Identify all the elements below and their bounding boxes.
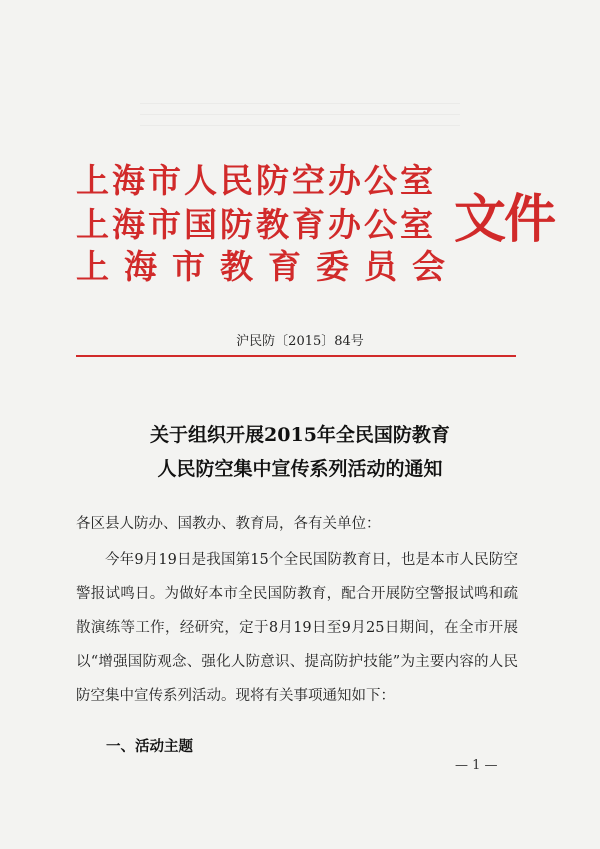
- issuer-line-1: 上海市人民防空办公室: [76, 161, 436, 200]
- title-line-2: 人民防空集中宣传系列活动的通知: [157, 458, 443, 480]
- page-number: — 1 —: [455, 758, 498, 773]
- issuer-line-3: 上海市教育委员会: [76, 247, 460, 286]
- addressee: 各区县人防办、国教办、教育局，各有关单位：: [76, 516, 381, 532]
- section-heading: 一、活动主题: [106, 738, 193, 755]
- title-line-1: 关于组织开展2015年全民国防教育: [150, 424, 450, 446]
- document-type-label: 文件: [454, 189, 555, 250]
- document-number: 沪民防〔2015〕84号: [236, 334, 364, 349]
- bleed-through-texture: [140, 96, 460, 136]
- red-divider: [76, 355, 516, 357]
- body-paragraph: 今年9月19日是我国第15个全民国防教育日，也是本市人民防空警报试鸣日。为做好本市全民国防教育，配合开展防空警报试鸣和疏散演练等工作，经研究，定于8月19日至9月25日期间，在全市开展以“增强国防观念、强化人防意识、提高防护技能”为主要内容的人民防空集中宣传系列活动。现将有关事项通知如下：: [76, 552, 518, 704]
- issuer-line-2: 上海市国防教育办公室: [76, 205, 436, 244]
